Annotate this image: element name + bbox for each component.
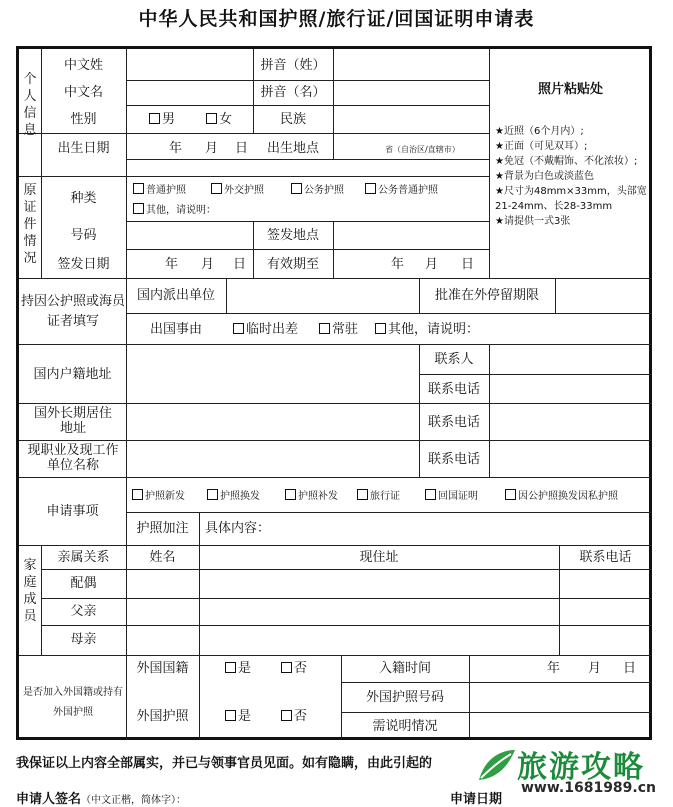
label-doc-type: 种类 [70,191,97,206]
watermark-leaf-icon [475,744,519,788]
label-family-phone: 联系电话 [579,550,632,565]
nationality-yes-checkbox[interactable]: 是 [225,661,251,676]
doc-type-ordinary-checkbox[interactable]: 普通护照 [133,183,186,197]
label-relation: 亲属关系 [57,550,110,565]
checkbox-icon [291,183,302,194]
checkbox-icon [285,489,296,500]
reason-other-checkbox[interactable]: 其他，请说明： [375,322,479,337]
label-foreign-passport-no: 外国护照号码 [365,690,444,705]
expiry-year-label: 年 [391,257,405,272]
checkbox-icon [225,710,236,721]
nationality-no-checkbox[interactable]: 否 [281,661,307,676]
passport-yes-checkbox[interactable]: 是 [225,709,251,724]
label-job-phone: 联系电话 [427,452,480,467]
label-pinyin-surname: 拼音（姓） [260,58,326,73]
orig-doc-section-label: 原证件情况 [23,183,37,266]
app-return-cert-checkbox[interactable]: 回国证明 [425,489,478,503]
date-label: 申请日期 [450,792,503,807]
issue-year-label: 年 [165,257,179,272]
passport-no-checkbox[interactable]: 否 [281,709,307,724]
label-chinese-name: 中文名 [63,85,103,100]
label-chinese-surname: 中文姓 [63,58,103,73]
birth-year-label: 年 [169,141,183,156]
label-endorsement: 护照加注 [136,521,189,536]
checkbox-icon [357,489,368,500]
checkbox-icon [319,323,330,334]
label-mother: 母亲 [70,632,97,647]
expiry-day-label: 日 [461,257,475,272]
personal-section-label: 个人信息 [23,72,37,138]
birth-day-label: 日 [235,141,249,156]
label-contact-person: 联系人 [434,352,474,367]
label-family-name: 姓名 [149,550,176,565]
gender-male-checkbox[interactable]: 男 [149,112,175,127]
label-spouse: 配偶 [70,576,97,591]
app-travel-permit-checkbox[interactable]: 旅行证 [357,489,400,503]
doc-type-official-checkbox[interactable]: 公务护照 [291,183,344,197]
label-issue-date: 签发日期 [57,257,110,272]
label-issue-place: 签发地点 [266,228,319,243]
label-gender: 性别 [70,112,97,127]
checkbox-icon [149,113,160,124]
label-naturalize-time: 入籍时间 [378,661,431,676]
label-doc-number: 号码 [70,228,97,243]
photo-title: 照片粘贴处 [537,82,603,97]
checkbox-icon [225,662,236,673]
photo-requirements: ★近照（6个月内）; ★正面（可见双耳）; ★免冠（不戴帽饰、不化浓妆）; ★背景为白色或淡蓝色 ★尺寸为48mm×33mm，头部宽21-24mm、长28-33mm ★请提供一式3张 [495,126,647,227]
reason-temporary-checkbox[interactable]: 临时出差 [233,322,298,337]
checkbox-icon [206,113,217,124]
label-domestic-address: 国内户籍地址 [33,367,112,382]
label-father: 父亲 [70,604,97,619]
checkbox-icon [505,489,516,500]
issue-month-label: 月 [201,257,215,272]
checkbox-icon [133,203,144,214]
label-domestic-phone: 联系电话 [427,382,480,397]
checkbox-icon [132,489,143,500]
app-new-checkbox[interactable]: 护照新发 [132,489,185,503]
issue-day-label: 日 [233,257,247,272]
doc-type-official-ordinary-checkbox[interactable]: 公务普通护照 [365,183,438,197]
checkbox-icon [425,489,436,500]
naturalize-month-label: 月 [588,661,602,676]
app-official-to-private-checkbox[interactable]: 因公护照换发因私护照 [505,489,618,503]
label-explain: 需说明情况 [372,719,438,734]
label-pinyin-name: 拼音（名） [260,85,326,100]
declaration-text: 我保证以上内容全部属实，并已与领事官员见面。如有隐瞒，由此引起的 [16,756,433,771]
naturalize-day-label: 日 [623,661,637,676]
label-travel-reason: 出国事由 [149,322,202,337]
label-approved-stay: 批准在外停留期限 [434,288,539,303]
checkbox-icon [233,323,244,334]
official-section-label: 持因公护照或海员证者填写 [21,294,126,329]
doc-type-other-checkbox[interactable]: 其他，请说明： [133,203,216,217]
checkbox-icon [207,489,218,500]
province-hint: 省（自治区/直辖市） [385,145,460,154]
label-birth-place: 出生地点 [266,141,319,156]
checkbox-icon [281,662,292,673]
watermark-logo [475,738,655,804]
foreign-section-label: 是否加入外国籍或持有外国护照 [23,687,123,718]
label-dispatch-unit: 国内派出单位 [136,288,215,303]
doc-type-diplomatic-checkbox[interactable]: 外交护照 [211,183,264,197]
app-reissue-checkbox[interactable]: 护照补发 [285,489,338,503]
checkbox-icon [365,183,376,194]
signature-label: 申请人签名（中文正楷，简体字）： [16,792,187,807]
label-expiry: 有效期至 [266,257,319,272]
naturalize-year-label: 年 [547,661,561,676]
checkbox-icon [375,323,386,334]
checkbox-icon [281,710,292,721]
birth-month-label: 月 [205,141,219,156]
label-abroad-phone: 联系电话 [427,415,480,430]
gender-female-checkbox[interactable]: 女 [206,112,232,127]
checkbox-icon [211,183,222,194]
label-foreign-passport: 外国护照 [136,709,189,724]
family-section-label: 家庭成员 [23,558,37,624]
label-abroad-address: 国外长期居住地址 [33,406,112,436]
label-foreign-nationality: 外国国籍 [136,661,189,676]
application-section-label: 申请事项 [46,504,99,519]
label-details: 具体内容： [205,521,271,536]
watermark-text: 旅游攻略 [517,750,645,785]
expiry-month-label: 月 [425,257,439,272]
form-title: 中华人民共和国护照/旅行证/回国证明申请表 [138,8,535,30]
checkbox-icon [133,183,144,194]
label-ethnicity: 民族 [279,112,306,127]
label-birth-date: 出生日期 [57,141,110,156]
app-renew-checkbox[interactable]: 护照换发 [207,489,260,503]
label-job: 现职业及现工作单位名称 [27,443,119,473]
label-family-address: 现住址 [359,550,399,565]
reason-resident-checkbox[interactable]: 常驻 [319,322,358,337]
watermark-url: www.1681989.cn [521,780,656,796]
application-form [16,46,652,740]
